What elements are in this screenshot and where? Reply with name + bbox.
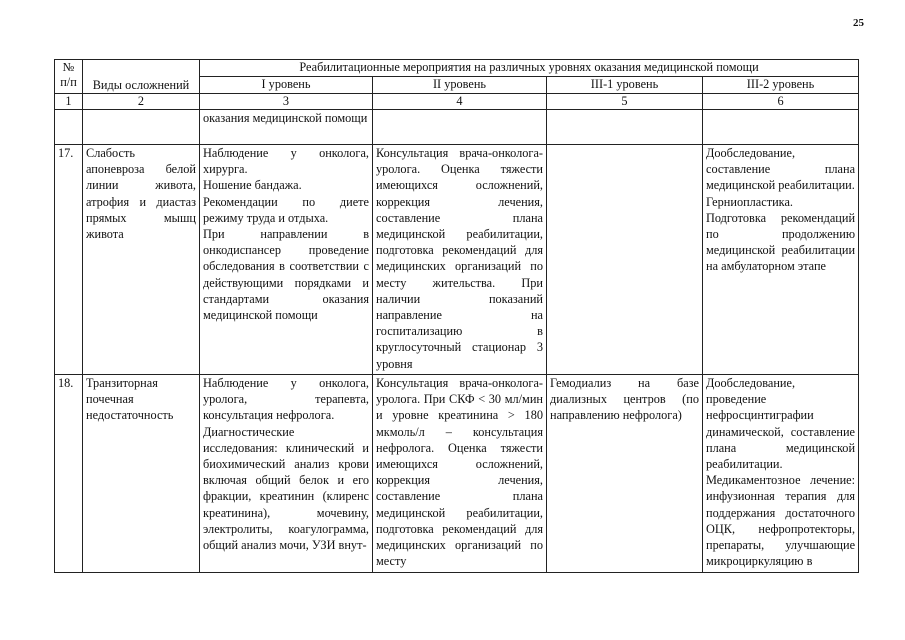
page-number: 25 xyxy=(853,17,864,29)
header-group-title: Реабилитационные мероприятия на различных уровнях оказания медицинской помощи xyxy=(200,60,859,77)
header-level-1: I уровень xyxy=(200,77,373,94)
rehabilitation-table xyxy=(54,59,859,573)
cell-type: Слабость апоневроза белой линии живота, атрофия и диастаз прямых мышц живота xyxy=(83,145,200,375)
cell-level-1 xyxy=(200,145,373,375)
cell-level-2 xyxy=(373,110,547,145)
cell-level-3-2 xyxy=(703,110,859,145)
cell-paragraph: Рекомендации по диете режиму труда и отдыха. xyxy=(203,194,369,225)
cell-level-3-2 xyxy=(703,145,859,375)
cell-level-3-1 xyxy=(547,110,703,145)
header-col-num: № п/п xyxy=(55,60,83,94)
header-col-types: Виды осложнений xyxy=(83,60,200,94)
cell-level-2 xyxy=(373,375,547,573)
header-number-4: 4 xyxy=(373,94,547,110)
header-number-3: 3 xyxy=(200,94,373,110)
cell-paragraph: Диагностические исследования: клинический и биохимический анализ крови включая общий белок и его фракции, креатинин (клиренс креатинина), мочевину, электролиты, коагулограмма, общий анализ мочи, УЗИ внут- xyxy=(203,424,369,553)
table-row-continuation xyxy=(55,110,859,145)
cell-num: 18. xyxy=(55,375,83,573)
header-level-3-1: III-1 уровень xyxy=(547,77,703,94)
cell-level-3-1 xyxy=(547,145,703,375)
header-number-6: 6 xyxy=(703,94,859,110)
header-number-5: 5 xyxy=(547,94,703,110)
cell-level-1: оказания медицинской помощи xyxy=(200,110,373,145)
cell-num xyxy=(55,110,83,145)
header-row-top xyxy=(55,60,859,77)
cell-paragraph: При направлении в онкодиспансер проведение обследования в соответствии с действующими порядками и стандартами оказания медицинской помощи xyxy=(203,227,369,323)
header-level-3-2: III-2 уровень xyxy=(703,77,859,94)
cell-paragraph: Дообследование, проведение нефросцинтиграфии динамической, составление плана медицинской реабилитации. Медикаментозное лечение: инфузионная терапия для поддержания достаточного ОЦК, нефропротекторы, препараты, улучшающие микроциркуляцию в xyxy=(706,376,856,569)
table-row xyxy=(55,375,859,573)
cell-paragraph: Гемодиализ на базе диализных центров (по направлению нефролога) xyxy=(550,376,699,423)
cell-level-2 xyxy=(373,145,547,375)
cell-num: 17. xyxy=(55,145,83,375)
cell-paragraph: Консультация врача-онколога-уролога. При СКФ < 30 мл/мин и уровне креатинина > 180 мкмоль/л – консультация нефролога. Оценка тяжести имеющихся осложнений, коррекция лечения, составление плана медицинской реабилитации, подготовка рекомендаций для медицинских организаций по месту xyxy=(376,376,543,569)
cell-paragraph: Наблюдение у онколога, хирурга. xyxy=(203,146,369,177)
cell-paragraph: Ношение бандажа. xyxy=(203,178,302,193)
header-row-numbers xyxy=(55,94,859,110)
cell-level-3-2 xyxy=(703,375,859,573)
table-row xyxy=(55,145,859,375)
cell-paragraph: Наблюдение у онколога, уролога, терапевта, консультация нефролога. xyxy=(203,376,369,423)
cell-level-1 xyxy=(200,375,373,573)
cell-level-3-1 xyxy=(547,375,703,573)
cell-paragraph: Консультация врача-онколога-уролога. Оценка тяжести имеющихся осложнений, коррекция лечения, составление плана медицинской реабилитации, подготовка рекомендаций для медицинских организаций по месту жительства. При наличии показаний направление на госпитализацию в круглосуточный стационар 3 уровня xyxy=(376,146,543,371)
cell-type: Транзиторная почечная недостаточность xyxy=(83,375,200,573)
header-level-2: II уровень xyxy=(373,77,547,94)
cell-type xyxy=(83,110,200,145)
cell-paragraph: Герниопластика. xyxy=(706,194,793,209)
cell-paragraph: Дообследование, составление плана медицинской реабилитации. xyxy=(706,146,856,193)
header-number-1: 1 xyxy=(55,94,83,110)
header-number-2: 2 xyxy=(83,94,200,110)
cell-paragraph: Подготовка рекомендаций по продолжению медицинской реабилитации на амбулаторном этапе xyxy=(706,210,856,274)
